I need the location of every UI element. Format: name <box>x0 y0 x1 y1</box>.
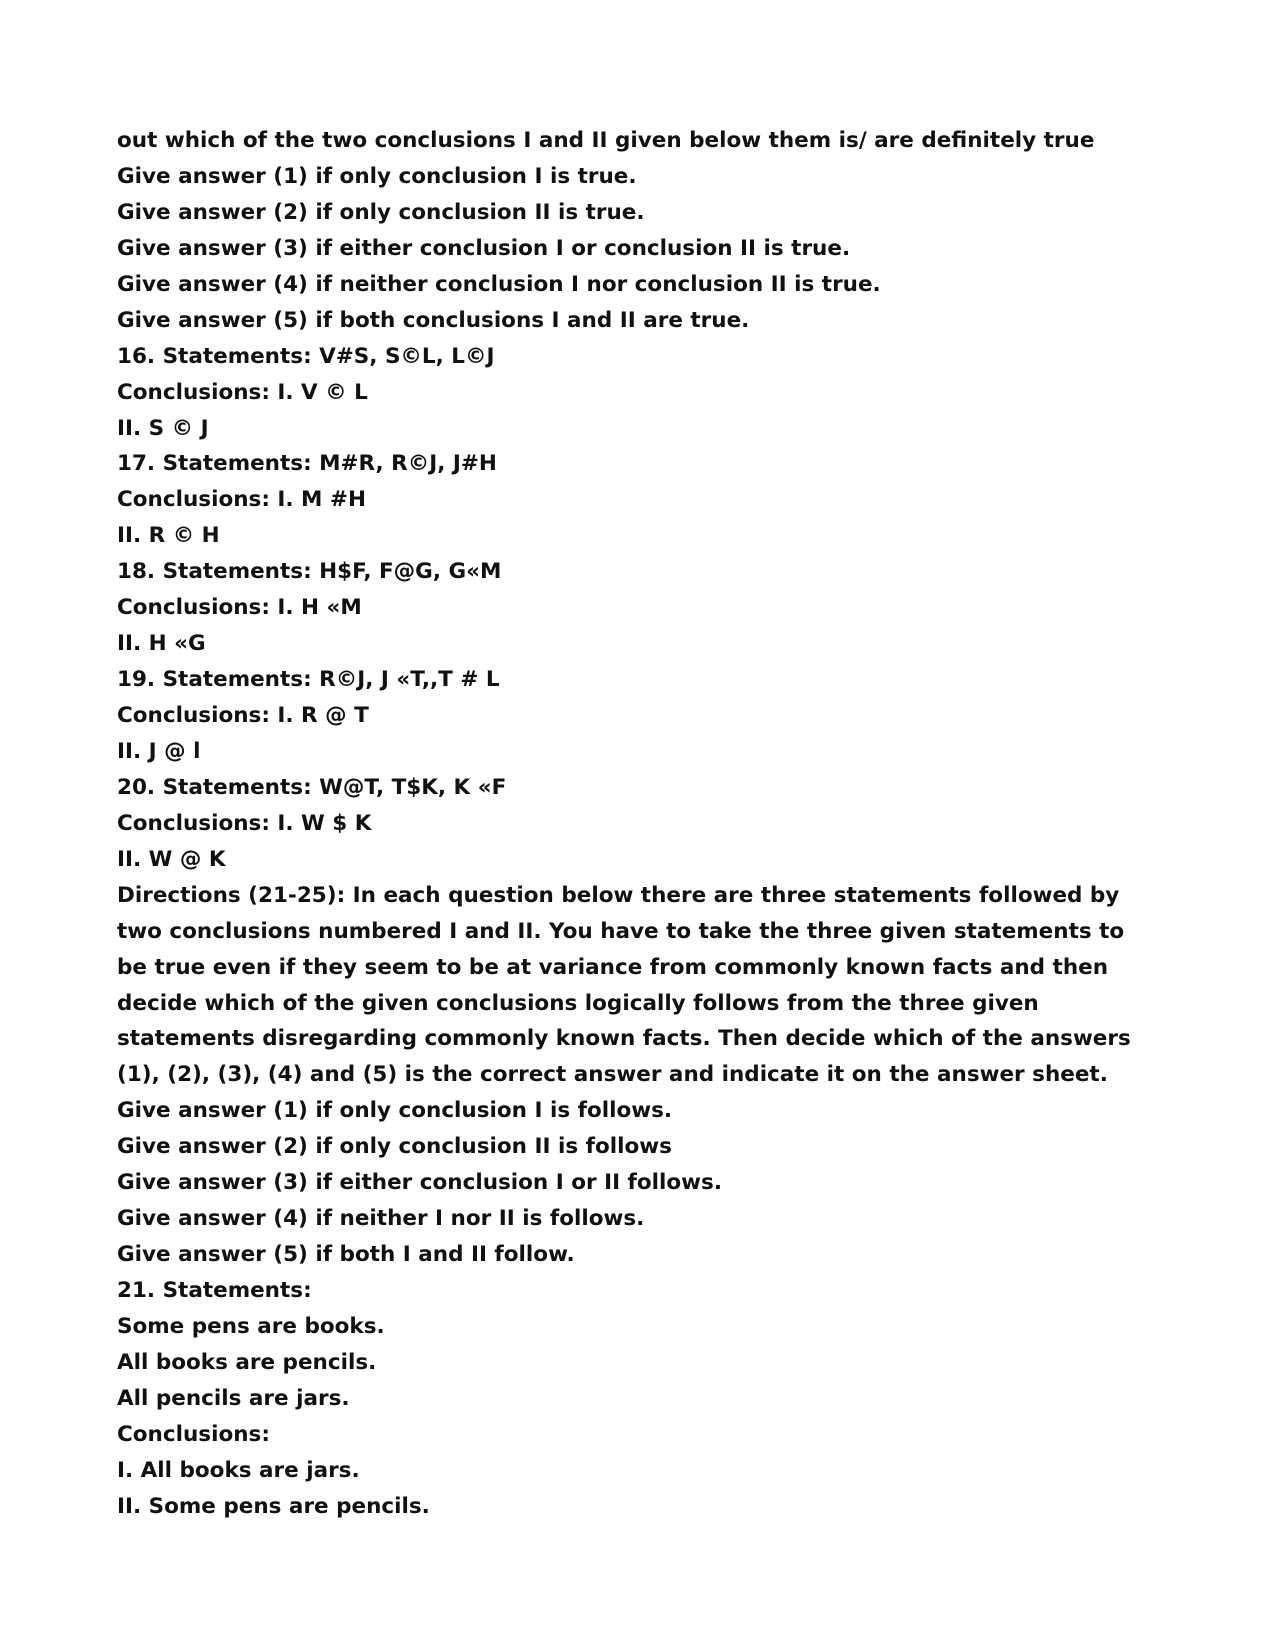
question-16-conclusion-1: Conclusions: I. V © L <box>117 379 368 405</box>
directions-text: statements disregarding commonly known facts. Then decide which of the answers <box>117 1026 1131 1052</box>
question-21-conclusion-1: I. All books are jars. <box>117 1457 360 1483</box>
document-page <box>117 123 1177 1525</box>
question-20-statements: 20. Statements: W@T, T$K, K «F <box>117 774 507 800</box>
directions-text: Directions (21-25): In each question below there are three statements followed by <box>117 882 1120 908</box>
text-line: Give answer (5) if both conclusions I and II are true. <box>117 307 750 333</box>
answer-option: Give answer (3) if either conclusion I or II follows. <box>117 1170 723 1196</box>
directions-text: (1), (2), (3), (4) and (5) is the correct answer and indicate it on the answer sheet. <box>117 1062 1108 1088</box>
directions-text: be true even if they seem to be at variance from commonly known facts and then <box>117 954 1109 980</box>
text-line: Give answer (3) if either conclusion I or conclusion II is true. <box>117 235 851 261</box>
question-19-conclusion-1: Conclusions: I. R @ T <box>117 703 369 728</box>
question-17-conclusion-1: Conclusions: I. M #H <box>117 487 366 513</box>
question-21-conclusion-2: II. Some pens are pencils. <box>117 1493 430 1519</box>
question-19-conclusion-2: II. J @ l <box>117 738 201 764</box>
question-17-statements: 17. Statements: M#R, R©J, J#H <box>117 451 497 477</box>
question-17-conclusion-2: II. R © H <box>117 523 220 549</box>
answer-option: Give answer (4) if neither I nor II is follows. <box>117 1206 645 1232</box>
answer-option: Give answer (5) if both I and II follow. <box>117 1242 575 1268</box>
question-21-conclusions-heading: Conclusions: <box>117 1421 270 1447</box>
question-16-statements: 16. Statements: V#S, S©L, L©J <box>117 343 495 369</box>
question-21-statement: All pencils are jars. <box>117 1385 350 1411</box>
text-line: out which of the two conclusions I and II given below them is/ are definitely true <box>117 128 1095 153</box>
question-18-conclusion-1: Conclusions: I. H «M <box>117 595 362 621</box>
question-20-conclusion-1: Conclusions: I. W $ K <box>117 810 372 836</box>
question-18-conclusion-2: II. H «G <box>117 631 206 657</box>
directions-text: two conclusions numbered I and II. You have to take the three given statements to <box>117 918 1125 944</box>
answer-option: Give answer (2) if only conclusion II is follows <box>117 1134 672 1160</box>
question-19-statements: 19. Statements: R©J, J «T,,T # L <box>117 667 500 693</box>
answer-option: Give answer (1) if only conclusion I is follows. <box>117 1098 673 1124</box>
directions-text: decide which of the given conclusions logically follows from the three given <box>117 990 1039 1016</box>
question-21-statement: All books are pencils. <box>117 1349 377 1375</box>
question-21-statement: Some pens are books. <box>117 1313 385 1339</box>
text-line: Give answer (4) if neither conclusion I nor conclusion II is true. <box>117 271 881 297</box>
question-20-conclusion-2: II. W @ K <box>117 846 226 872</box>
question-16-conclusion-2: II. S © J <box>117 415 209 441</box>
text-line: Give answer (1) if only conclusion I is true. <box>117 163 637 189</box>
question-21-heading: 21. Statements: <box>117 1278 312 1303</box>
question-18-statements: 18. Statements: H$F, F@G, G«M <box>117 559 502 585</box>
text-line: Give answer (2) if only conclusion II is true. <box>117 199 645 225</box>
